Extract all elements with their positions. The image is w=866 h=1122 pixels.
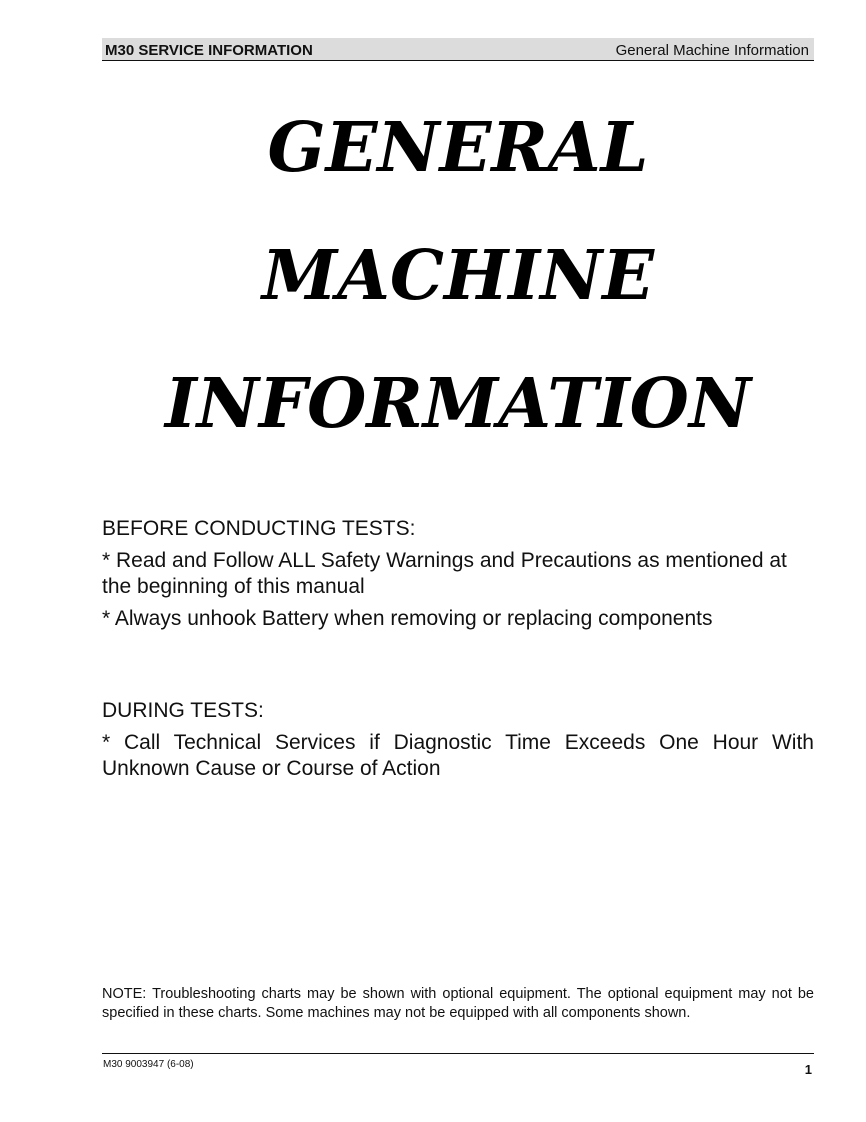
before-tests-heading: BEFORE CONDUCTING TESTS: <box>102 517 416 540</box>
header-section-title: General Machine Information <box>615 42 809 59</box>
footer-divider <box>102 1053 814 1054</box>
header-manual-title: M30 SERVICE INFORMATION <box>105 42 313 59</box>
before-tests-item: * Always unhook Battery when removing or replacing components <box>102 607 713 630</box>
troubleshooting-note: NOTE: Troubleshooting charts may be shown with optional equipment. The optional equipment may not be specified in these charts. Some machines may not be equipped with all components shown. <box>102 986 814 1021</box>
title-line-1: GENERAL <box>267 108 649 188</box>
during-tests-heading: DURING TESTS: <box>102 699 264 722</box>
title-line-2: MACHINE <box>261 236 655 316</box>
during-tests-section <box>102 698 814 788</box>
footer-page-number: 1 <box>804 1062 812 1077</box>
title-line-3: INFORMATION <box>164 364 752 444</box>
footer-doc-number: M30 9003947 (6-08) <box>103 1059 194 1070</box>
before-tests-item: * Read and Follow ALL Safety Warnings and Precautions as mentioned at the beginning of this manual <box>102 549 787 598</box>
during-tests-item: * Call Technical Services if Diagnostic Time Exceeds One Hour With Unknown Cause or Course of Action <box>102 731 814 780</box>
before-tests-section <box>102 516 814 638</box>
page-header <box>102 38 814 61</box>
